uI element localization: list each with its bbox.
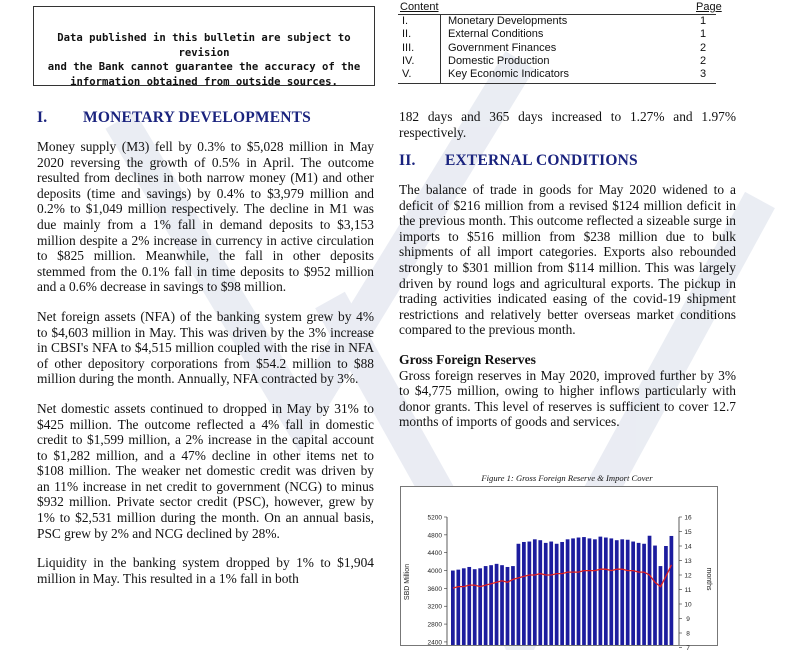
y-tick-label: 3200: [427, 603, 442, 611]
y2-tick-label: 15: [684, 529, 692, 536]
contents-page: 1: [699, 28, 707, 41]
contents-page-header: Page: [696, 1, 722, 13]
reserve-bar: [451, 571, 455, 645]
paragraph-reserves: Gross foreign reserves in May 2020, improved further by 3% to $4,775 million, owing to higher inflows particularly with donor grants. This level of reserves is sufficient to cover 12.7 months of imports of goods and services.: [399, 367, 736, 430]
section-title: MONETARY DEVELOPMENTS: [83, 109, 311, 126]
reserve-bar: [549, 542, 553, 645]
reserve-bar: [588, 538, 592, 645]
reserve-bar: [533, 539, 537, 645]
y-tick-label: 2800: [427, 621, 442, 629]
contents-row: [398, 42, 716, 55]
contents-header: Content: [400, 1, 439, 13]
contents-row: [398, 15, 716, 28]
y2-tick-label: 14: [684, 543, 692, 551]
y2-tick-label: 7: [686, 645, 690, 650]
section-title: EXTERNAL CONDITIONS: [445, 152, 638, 169]
reserve-bar: [626, 540, 630, 645]
y-tick-label: 5200: [427, 514, 442, 522]
reserve-bar: [511, 566, 515, 645]
contents-page: 1: [699, 15, 707, 27]
reserves-chart: [400, 486, 718, 650]
reserve-bar: [473, 569, 477, 645]
chart-svg: [401, 487, 717, 650]
y2-tick-label: 16: [684, 514, 692, 522]
reserve-bar: [527, 542, 531, 645]
reserve-bar: [517, 544, 521, 645]
reserve-bar: [538, 540, 542, 645]
contents-row: [398, 55, 716, 68]
reserve-bar: [456, 570, 460, 645]
contents-roman: V.: [402, 68, 412, 81]
reserve-bar: [462, 568, 466, 645]
reserve-bar: [555, 544, 559, 645]
contents-page: 2: [699, 41, 707, 54]
reserve-bar: [500, 565, 504, 645]
reserve-bar: [560, 542, 564, 645]
contents-title: Key Economic Indicators: [448, 68, 570, 81]
disclaimer-line: information obtained from outside sources.: [70, 75, 338, 88]
disclaimer-line: and the Bank cannot guarantee the accuracy of the: [47, 61, 361, 73]
contents-page: 3: [699, 68, 707, 81]
contents-table: [398, 1, 722, 81]
y-tick-label: 4800: [427, 532, 442, 540]
disclaimer-line: Data published in this bulletin are subject to revision: [57, 32, 351, 59]
y-tick-label: 2400: [427, 639, 442, 647]
reserve-bar: [642, 544, 646, 645]
y-tick-label: 4000: [427, 568, 442, 576]
contents-title: Domestic Production: [448, 54, 550, 67]
contents-page: 2: [699, 54, 707, 67]
reserve-bar: [593, 539, 597, 645]
reserve-bar: [495, 564, 499, 645]
contents-row: [398, 28, 716, 41]
reserve-bar: [620, 539, 624, 645]
y2-axis-label: months: [705, 567, 712, 591]
reserve-bar: [577, 538, 581, 645]
contents-row: [398, 68, 716, 81]
figure-caption: Figure 1: Gross Foreign Reserve & Import Cover: [481, 473, 653, 483]
reserve-bar: [484, 566, 488, 645]
contents-roman: IV.: [402, 54, 415, 67]
paragraph-carryover: 182 days and 365 days increased to 1.27% and 1.97% respectively.: [399, 109, 736, 140]
contents-title: Monetary Developments: [448, 15, 568, 27]
y2-tick-label: 9: [686, 616, 690, 623]
y-tick-label: 3600: [427, 585, 442, 593]
reserve-bar: [664, 546, 668, 645]
paragraph-nfa: Net foreign assets (NFA) of the banking system grew by 4% to $4,603 million in May. This was driven by the 3% increase in CBSI's NFA to $4,515 million coupled with the rise in NFA of other depository corporations from $54.2 million to $88 million during the month. Annually, NFA contracted by 3%.: [37, 308, 374, 387]
reserve-bar: [648, 536, 652, 645]
right-column: [399, 182, 736, 444]
reserve-bar: [489, 565, 493, 645]
paragraph-nda: Net domestic assets continued to dropped in May by 31% to $425 million. The outcome reflected a 4% fall in domestic credit to $1,599 million, a 2% increase in the capital account to $1,282 million, and a 47% decline in other items net to $108 million. The weaker net domestic credit was driven by an 11% increase in net credit to government (NCG) to minus $932 million. Private sector credit (PSC), however, grew by 1% to $2,531 million during the month. On an annual basis, PSC grew by 2% and NCG declined by 28%.: [37, 400, 374, 541]
reserve-bar: [659, 566, 663, 645]
reserve-bar: [637, 543, 641, 645]
y2-tick-label: 10: [684, 601, 692, 609]
y-axis-label: SBD Million: [404, 563, 411, 601]
section-heading-monetary: [37, 109, 311, 127]
reserve-bar: [522, 542, 526, 645]
subheading-reserves: Gross Foreign Reserves: [399, 351, 536, 367]
reserve-bar: [604, 538, 608, 645]
reserve-bar: [506, 567, 510, 645]
reserve-bar: [670, 536, 674, 645]
y2-tick-label: 8: [686, 630, 690, 638]
paragraph-liquidity: Liquidity in the banking system dropped by 1% to $1,904 million in May. This resulted in a 1% fall in both: [37, 555, 374, 586]
contents-title: Government Finances: [448, 41, 557, 54]
y2-tick-label: 12: [684, 572, 692, 580]
disclaimer-box: [33, 6, 375, 86]
reserve-bar: [599, 537, 603, 645]
section-heading-external: [399, 152, 638, 170]
reserve-bar: [582, 537, 586, 645]
reserve-bar: [571, 538, 575, 645]
paragraph-money-supply: Money supply (M3) fell by 0.3% to $5,028 million in May 2020 reversing the growth of 0.5% in April. The outcome resulted from declines in both narrow money (M1) and other deposits (time and savings) by 0.4% to $3,979 million and 0.2% to $1,049 million respectively. The decline in M1 was due mainly from a 1% fall in demand deposits to $3,153 million despite a 2% increase in currency in active circulation to $825 million. Meanwhile, the fall in other deposits stemmed from the 0.1% fall in time deposits to $952 million and a 0.6% decrease in savings to $98 million.: [37, 139, 374, 295]
reserve-bar: [615, 540, 619, 645]
contents-roman: III.: [402, 41, 415, 54]
y2-tick-label: 13: [684, 558, 692, 565]
left-column: [37, 139, 374, 600]
reserve-bar: [609, 538, 613, 645]
section-number: II.: [399, 152, 416, 169]
reserve-bar: [544, 543, 548, 645]
right-column-top: [399, 109, 736, 154]
reserve-bar: [631, 542, 635, 645]
reserve-bar: [653, 546, 657, 645]
reserve-bar: [478, 568, 482, 645]
section-number: I.: [37, 109, 48, 126]
reserve-bar: [566, 539, 570, 645]
contents-title: External Conditions: [448, 28, 544, 41]
reserve-bar: [467, 567, 471, 645]
y-tick-label: 4400: [427, 550, 442, 558]
paragraph-trade: The balance of trade in goods for May 2020 widened to a deficit of $216 million from a revised $124 million deficit in the previous month. This outcome reflected a sizeable surge in imports to $516 million from $238 million due to bulk shipments of all import categories. Exports also rebounded strongly to $301 million from $114 million. This was largely driven by round logs and agricultural exports. The pickup in trading activities indicated easing of the covid-19 shipment restrictions and relatively better overseas market conditions compared to the previous month.: [399, 182, 736, 338]
contents-roman: II.: [402, 28, 412, 41]
contents-roman: I.: [402, 15, 409, 27]
y2-tick-label: 11: [684, 587, 692, 594]
